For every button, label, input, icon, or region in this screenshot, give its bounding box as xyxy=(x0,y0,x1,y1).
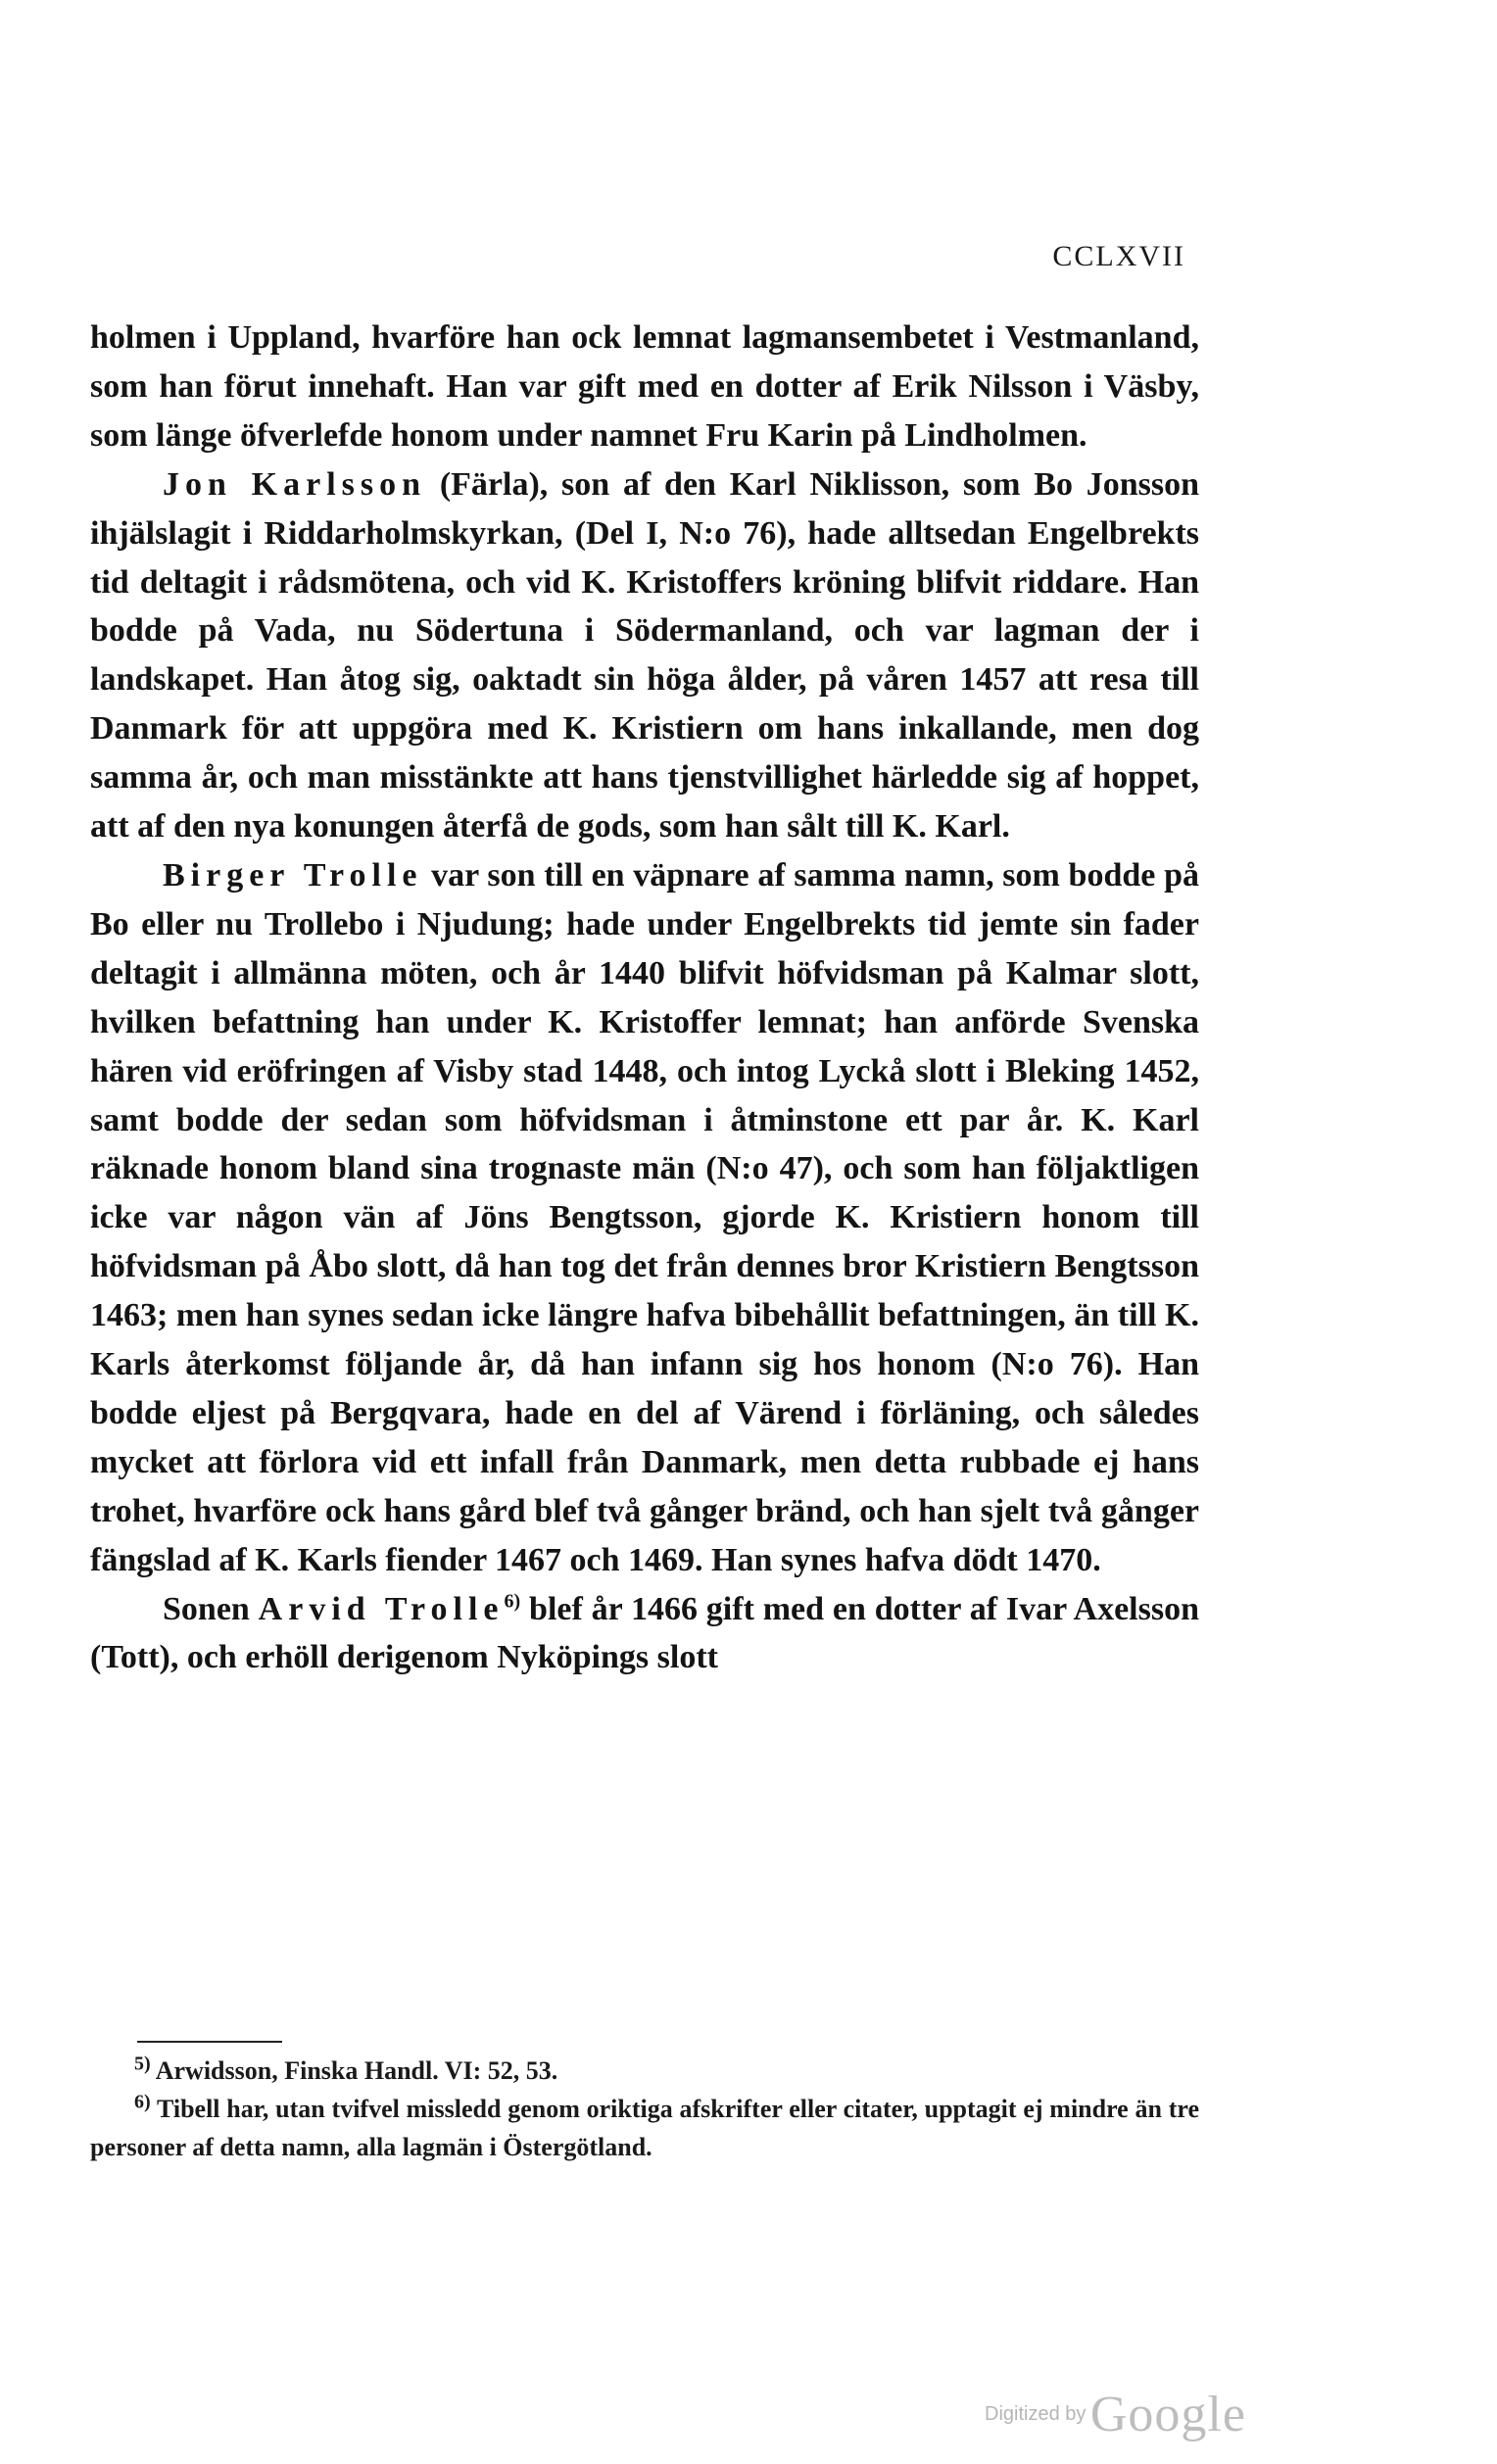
paragraph-1 xyxy=(90,314,1199,460)
digitized-watermark xyxy=(985,2386,1246,2443)
person-name: Birger Trolle xyxy=(163,856,423,894)
google-logo: Google xyxy=(1089,2387,1246,2442)
paragraph-text: blef år 1466 gift med en dotter af Ivar Axelsson (Tott), och erhöll derigenom Nyköpings slott xyxy=(90,1590,1199,1676)
paragraph-text: holmen i Uppland, hvarföre han ock lemnat lagmansembetet i Vestmanland, som han förut innehaft. Han var gift med en dotter af Erik Nilsson i Väsby, som länge öfverlefde honom under namnet Fru Karin på Lindholmen. xyxy=(90,319,1199,454)
digitized-label: Digitized by xyxy=(985,2403,1087,2425)
footnote-divider xyxy=(137,2041,282,2043)
footnote-reference: 6) xyxy=(504,1590,521,1613)
person-name: Jon Karlsson xyxy=(163,465,427,503)
footnote-mark: 5) xyxy=(134,2053,151,2075)
paragraph-birger-trolle xyxy=(90,851,1199,1585)
paragraph-jon-karlsson xyxy=(90,460,1199,851)
paragraph-text: (Färla), son af den Karl Niklisson, som Bo Jonsson ihjälslagit i Riddarholmskyrkan, (Del I, N:o 76), hade alltsedan Engelbrekts tid deltagit i rådsmötena, och vid K. Kristoffers kröning blifvit riddare. Han bodde på Vada, nu Södertuna i Södermanland, och var lagman der i landskapet. Han åtog sig, oaktadt sin höga ålder, på våren 1457 att resa till Danmark för att uppgöra med K. Kristiern om hans inkallande, men dog samma år, och man misstänkte att hans tjenstvillighet härledde sig af hoppet, att af den nya konungen återfå de gods, som han sålt till K. Karl. xyxy=(90,465,1199,845)
page-number: CCLXVII xyxy=(1052,240,1185,272)
footnote-mark: 6) xyxy=(134,2091,151,2113)
footnote-text: Arwidsson, Finska Handl. VI: 52, 53. xyxy=(150,2056,558,2085)
paragraph-text: var son till en väpnare af samma namn, som bodde på Bo eller nu Trollebo i Njudung; hade under Engelbrekts tid jemte sin fader deltagit i allmänna möten, och år 1440 blifvit höfvidsman på Kalmar slott, hvilken befattning han under K. Kristoffer lemnat; han anförde Svenska hären vid eröfringen af Visby stad 1448, och intog Lyckå slott i Bleking 1452, samt bodde der sedan som höfvidsman i åtminstone ett par år. K. Karl räknade honom bland sina trognaste män (N:o 47), och som han följaktligen icke var någon vän af Jöns Bengtsson, gjorde K. Kristiern honom till höfvidsman på Åbo slott, då han tog det från dennes bror Kristiern Bengtsson 1463; men han synes sedan icke längre hafva bibehållit befattningen, än till K. Karls återkomst följande år, då han infann sig hos honom (N:o 76). Han bodde eljest på Bergqvara, hade en del af Värend i förläning, och således mycket att förlora vid ett infall från Danmark, men detta rubbade ej hans trohet, hvarföre ock hans gård blef två gånger bränd, och han sjelt två gånger fängslad af K. Karls fiender 1467 och 1469. Han synes hafva dödt 1470. xyxy=(90,856,1199,1578)
footnote-text: Tibell har, utan tvifvel missledd genom oriktiga afskrifter eller citater, upptagit ej mindre än tre personer af detta namn, alla lagmän i Östergötland. xyxy=(90,2095,1199,2161)
person-name: Arvid Trolle xyxy=(258,1590,505,1627)
footnotes xyxy=(90,2052,1199,2166)
footnote-6 xyxy=(90,2090,1199,2166)
footnote-5 xyxy=(90,2052,1199,2090)
body-text xyxy=(90,314,1199,1682)
paragraph-lead: Sonen xyxy=(163,1590,259,1627)
paragraph-arvid-trolle xyxy=(90,1585,1199,1683)
